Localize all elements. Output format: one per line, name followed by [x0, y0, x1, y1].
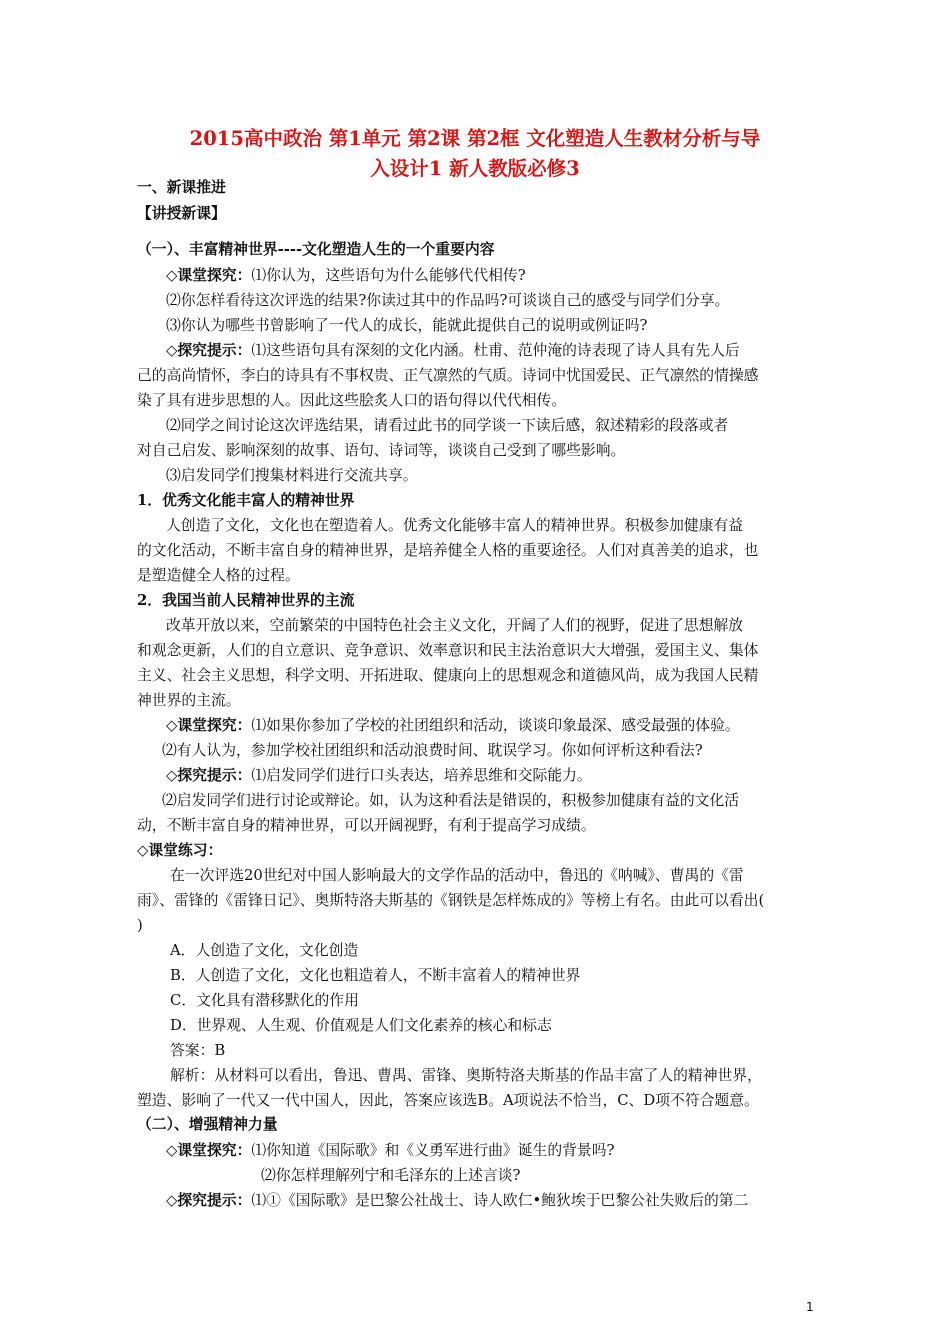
text-line: 塑造、影响了一代又一代中国人，因此，答案应该选B。A项说法不恰当，C、D项不符合题意。	[137, 1092, 759, 1109]
text-line	[166, 264, 526, 288]
line-text: ⑴①《国际歌》是巴黎公社战士、诗人欧仁•鲍狄埃于巴黎公社失败后的第二	[251, 1192, 749, 1209]
text-line: ⑶你认为哪些书曾影响了一代人的成长，能就此提供自己的说明或例证吗?	[166, 317, 648, 334]
line-text: ⑴你认为，这些语句为什么能够代代相传?	[251, 267, 526, 284]
text-line: 改革开放以来，空前繁荣的中国特色社会主义文化，开阔了人们的视野，促进了思想解放	[166, 617, 744, 634]
option-b: B．人创造了文化，文化也粗造着人，不断丰富着人的精神世界	[170, 967, 581, 984]
line-text: ⑴启发同学们进行口头表达，培养思维和交际能力。	[251, 767, 592, 784]
text-line: 的文化活动，不断丰富自身的精神世界，是培养健全人格的重要途径。人们对真善美的追求，也	[137, 542, 759, 559]
text-line: ⑵你怎样理解列宁和毛泽东的上述言谈?	[261, 1167, 521, 1184]
prompt-label: ◇探究提示：	[166, 767, 252, 784]
text-line: ⑵你怎样看待这次评选的结果?你读过其中的作品吗?可谈谈自己的感受与同学们分享。	[166, 292, 730, 309]
answer: 答案：B	[170, 1042, 226, 1059]
text-line: )	[137, 917, 143, 934]
option-a: A．人创造了文化，文化创造	[170, 942, 359, 959]
text-line: ⑶启发同学们搜集材料进行交流共享。	[166, 467, 418, 484]
text-line: 对自己启发、影响深刻的故事、语句、诗词等，谈谈自己受到了哪些影响。	[137, 442, 626, 459]
text-line: 神世界的主流。	[137, 692, 241, 709]
title-line-2: 入设计1 新人教版必修3	[370, 157, 580, 180]
text-line: 在一次评选20世纪对中国人影响最大的文学作品的活动中，鲁迅的《呐喊》、曹禺的《雷	[170, 867, 744, 884]
text-line	[166, 339, 740, 363]
text-line: 人创造了文化，文化也在塑造着人。优秀文化能够丰富人的精神世界。积极参加健康有益	[166, 517, 744, 534]
text-line: ◇课堂练习：	[137, 842, 223, 859]
text-line: ⑵启发同学们进行讨论或辩论。如，认为这种看法是错误的，积极参加健康有益的文化活	[162, 792, 740, 809]
text-line: 雨》、雷锋的《雷锋日记》、奥斯特洛夫斯基的《钢铁是怎样炼成的》等榜上有名。由此可以看出(	[137, 892, 765, 909]
prompt-label: ◇探究提示：	[166, 1192, 252, 1209]
line-text: ⑴你知道《国际歌》和《义勇军进行曲》诞生的背景吗?	[251, 1142, 615, 1159]
prompt-label: ◇课堂探究：	[166, 1142, 252, 1159]
text-line: 是塑造健全人格的过程。	[137, 567, 300, 584]
text-line: 动，不断丰富自身的精神世界，可以开阔视野，有利于提高学习成绩。	[137, 817, 596, 834]
option-c: C．文化具有潜移默化的作用	[170, 992, 359, 1009]
text-line: 染了具有进步思想的人。因此这些脍炙人口的语句得以代代相传。	[137, 392, 567, 409]
line-text: ⑴这些语句具有深刻的文化内涵。杜甫、范仲淹的诗表现了诗人具有先人后	[251, 342, 740, 359]
text-line: ⑵有人认为，参加学校社团组织和活动浪费时间、耽误学习。你如何评析这种看法?	[162, 742, 703, 759]
text-line: （二）、增强精神力量	[137, 1116, 278, 1133]
page-number: 1	[806, 1300, 814, 1314]
title-line-1: 2015高中政治 第1单元 第2课 第2框 文化塑造人生教材分析与导	[189, 127, 761, 150]
text-line: 和观念更新，人们的自立意识、竞争意识、效率意识和民主法治意识大大增强，爱国主义、集体	[137, 642, 759, 659]
text-line: （一）、丰富精神世界----文化塑造人生的一个重要内容	[137, 241, 495, 258]
text-line: 一、新课推进	[137, 179, 226, 196]
text-line: 解析：从材料可以看出，鲁迅、曹禺、雷锋、奥斯特洛夫斯基的作品丰富了人的精神世界，	[170, 1067, 762, 1084]
prompt-label: ◇课堂探究：	[166, 267, 252, 284]
option-d: D．世界观、人生观、价值观是人们文化素养的核心和标志	[170, 1017, 552, 1034]
text-line	[166, 714, 740, 738]
prompt-label: ◇课堂探究：	[166, 717, 252, 734]
text-line: 2．我国当前人民精神世界的主流	[137, 592, 355, 609]
text-line: 1．优秀文化能丰富人的精神世界	[137, 492, 355, 509]
text-line: 己的高尚情怀，李白的诗具有不事权贵、正气凛然的气质。诗词中忧国爱民、正气凛然的情操感	[137, 367, 759, 384]
text-line: 主义、社会主义思想，科学文明、开拓进取、健康向上的思想观念和道德风尚，成为我国人民精	[137, 667, 759, 684]
line-text: ⑴如果你参加了学校的社团组织和活动，谈谈印象最深、感受最强的体验。	[251, 717, 740, 734]
document-title	[120, 124, 830, 184]
text-line: ⑵同学之间讨论这次评选结果，请看过此书的同学谈一下读后感，叙述精彩的段落或者	[166, 417, 729, 434]
prompt-label: ◇探究提示：	[166, 342, 252, 359]
text-line	[166, 1189, 748, 1213]
text-line	[166, 1139, 614, 1163]
text-line	[166, 764, 592, 788]
text-line: 【讲授新课】	[137, 205, 226, 222]
